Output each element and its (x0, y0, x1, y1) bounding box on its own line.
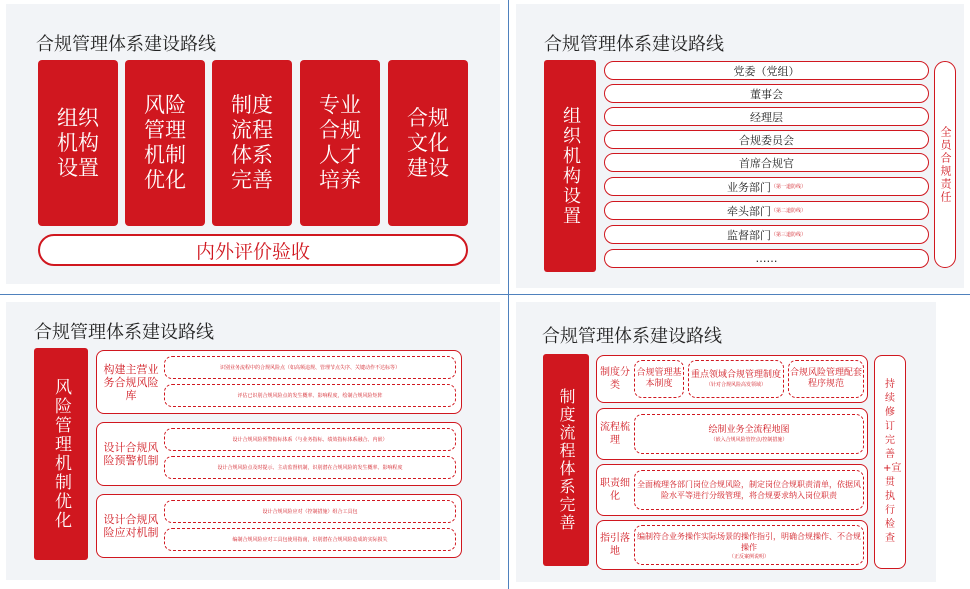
panel-title: 合规管理体系建设路线 (36, 34, 216, 55)
side-label-org: 组织机构设置 (544, 60, 596, 272)
risk-group-label: 设计合规风险应对机制 (103, 513, 159, 539)
risk-group-label: 构建主营业务合规风险库 (103, 362, 159, 402)
system-row-label: 制度分类 (600, 367, 630, 391)
panel-bottom-right (516, 302, 936, 582)
side-label-system: 制度流程体系完善 (543, 354, 589, 566)
system-row-label: 职责细化 (600, 478, 630, 502)
panel-title: 合规管理体系建设路线 (544, 34, 724, 55)
risk-item: 设计合规风险预警指标体系（与业务指标、绩效指标体系融合、内嵌） (164, 428, 456, 451)
system-row-label: 流程梳理 (600, 422, 630, 446)
panel-bottom-left (6, 302, 500, 580)
risk-item: 设计合规风险应对（控制措施）组合工具包 (164, 500, 456, 523)
divider-horizontal (0, 294, 970, 295)
org-item: 合规委员会 (604, 130, 929, 149)
block-system-process: 制度流程体系完善 (212, 60, 292, 226)
risk-item: 识别业务流程中的合规风险点（如高频违规、管理节点失序、关键动作不达标等） (164, 356, 456, 379)
system-item: 重点领域合规管理制度 （针对合规风险高发领域） (688, 360, 784, 398)
block-org-setup: 组织机构设置 (38, 60, 118, 226)
org-item: 党委（党组） (604, 61, 929, 80)
org-item: 牵头部门 （第二道防线） (604, 201, 929, 220)
right-label-continuous: 持续修订完善+宣贯执行检查 (874, 355, 906, 569)
risk-item: 设计合规风险点及时提示、主动监督机制，识别潜在合规风险的发生概率、影响程度 (164, 456, 456, 479)
panel-top-right (516, 4, 964, 288)
org-item: 业务部门 （第一道防线） (604, 177, 929, 196)
right-label-all-staff: 全员合规责任 (934, 61, 956, 268)
risk-group-label: 设计合规风险预警机制 (103, 441, 159, 467)
panel-top-left (6, 4, 500, 284)
block-risk-mechanism: 风险管理机制优化 (125, 60, 205, 226)
org-item: 首席合规官 (604, 153, 929, 172)
org-item: 监督部门 （第三道防线） (604, 225, 929, 244)
org-item: 经理层 (604, 107, 929, 126)
system-row-label: 指引落地 (600, 533, 630, 557)
org-item: …… (604, 249, 929, 268)
system-item: 编制符合业务操作实际场景的操作指引，明确合规操作、不合规操作 （正反案例说明） (634, 525, 864, 565)
system-item: 合规风险管理配套程序规范 (788, 360, 864, 398)
system-item: 合规管理基本制度 (634, 360, 684, 398)
org-item: 董事会 (604, 84, 929, 103)
panel-title: 合规管理体系建设路线 (542, 326, 722, 347)
risk-item: 评估已识别合规风险点的发生概率、影响程度，绘制合规风险矩阵 (164, 384, 456, 407)
block-talent-training: 专业合规人才培养 (300, 60, 380, 226)
bottom-bar-evaluation: 内外评价验收 (38, 234, 468, 266)
side-label-risk: 风险管理机制优化 (34, 348, 88, 560)
block-culture-building: 合规文化建设 (388, 60, 468, 226)
system-item: 绘制业务全流程地图 （嵌入合规风险管控点/控制措施） (634, 414, 864, 454)
system-item: 全面梳理各部门岗位合规风险，制定岗位合规职责清单，依据风险水平等进行分级管理，将合规要求纳入岗位职责 (634, 470, 864, 510)
panel-title: 合规管理体系建设路线 (34, 322, 214, 343)
risk-item: 编制合规风险应对工具包使用指南，识别潜在合规风险造成的实际损失 (164, 528, 456, 551)
